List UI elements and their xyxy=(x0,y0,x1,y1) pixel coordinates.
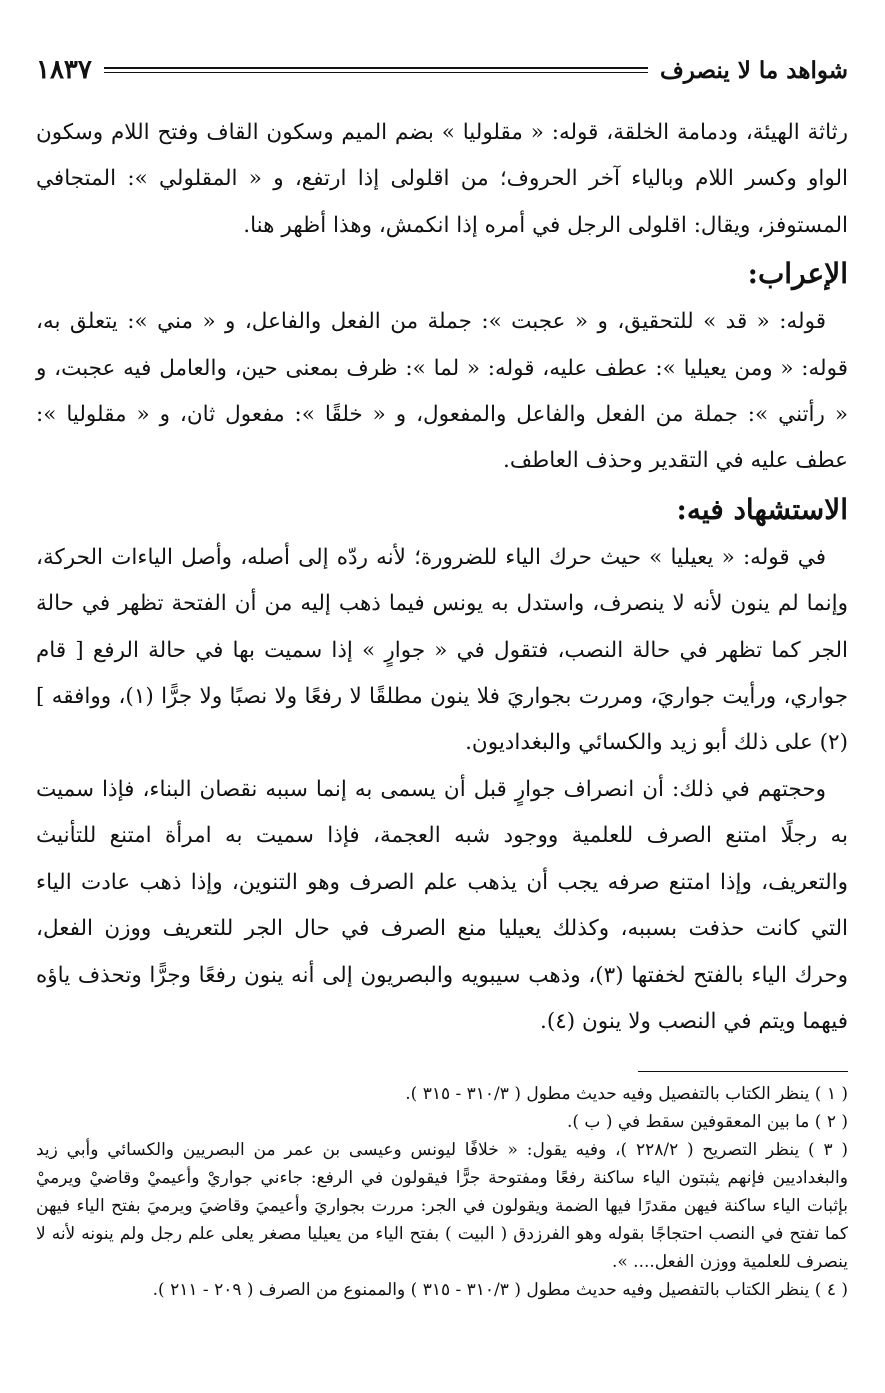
istishhad-paragraph: في قوله: « يعيليا » حيث حرك الياء للضرورة؛ لأنه ردّه إلى أصله، وأصل الياءات الحركة، وإنما لم ينون لأنه لا ينصرف، واستدل به يونس فيما ذهب إليه من أن الفتحة تظهر في حالة الجر كما تظهر في حالة النصب، فتقول في « جوارٍ » إذا سميت بها في حالة الرفع [ قام جواري، ورأيت جواريَ، ومررت بجواريَ فلا ينون مطلقًا لا رفعًا ولا نصبًا ولا جرًّا (١)، ووافقه ] (٢) على ذلك أبو زيد والكسائي والبغداديون. xyxy=(36,544,848,756)
running-header xyxy=(36,50,848,90)
hujja-paragraph: وحجتهم في ذلك: أن انصراف جوارٍ قبل أن يسمى به إنما سببه نقصان البناء، فإذا سميت به رجلًا امتنع الصرف للعلمية ووجود شبه العجمة، فإذا سميت به امرأة امتنع للتأنيث والتعريف، وإذا امتنع صرفه يجب أن يذهب علم الصرف وهو التنوين، وإذا ذهب عادت الياء التي كانت حذفت بسببه، وكذلك يعيليا منع الصرف في حال الجر للتعريف ووزن الفعل، وحرك الياء بالفتح لخفتها (٣)، وذهب سيبويه والبصريون إلى أنه ينون رفعًا وجرًّا وتحذف ياؤه فيهما ويتم في النصب ولا ينون (٤). xyxy=(36,776,848,1034)
explanation-paragraph: رثاثة الهيئة، ودمامة الخلقة، قوله: « مقلوليا » بضم الميم وسكون القاف وفتح اللام وسكون الواو وكسر اللام وبالياء آخر الحروف؛ من اقلولى إذا ارتفع، و « المقلولي »: المتجافي المستوفز، ويقال: اقلولى الرجل في أمره إذا انكمش، وهذا أظهر هنا. xyxy=(36,120,848,238)
footnote-2: ( ٢ ) ما بين المعقوفين سقط في ( ب ). xyxy=(566,1112,848,1133)
footnote-3: ( ٣ ) ينظر التصريح ( ٢٢٨/٢ )، وفيه يقول: « خلافًا ليونس وعيسى بن عمر من البصريين والكسائي وأبي زيد والبغداديين فإنهم يثبتون الياء ساكنة رفعًا ومفتوحة جرًّا فيقولون في الرفع: جاءني جواريْ وأعيميْ وقاضيْ ويرميْ بإثبات الياء ساكنة فيهن مقدرًا فيها الضمة ويقولون في الجر: مررت بجواريَ وأعيميَ وقاضيَ ويرميَ بفتح الياء فيهن كما تفتح في النصب احتجاجًا بقوله وهو الفرزدق ( البيت ) بفتح الياء من يعيليا مصغر يعلى علم رجل ولم ينونه لأنه لا ينصرف للعلمية ووزن الفعل.... ». xyxy=(36,1140,848,1273)
footnote-separator xyxy=(638,1071,848,1072)
book-page xyxy=(36,50,848,1304)
irab-paragraph: قوله: « قد » للتحقيق، و « عجبت »: جملة من الفعل والفاعل، و « مني »: يتعلق به، قوله: « ومن يعيليا »: عطف عليه، قوله: « لما »: ظرف بمعنى حين، والعامل فيه عجبت، و « رأتني »: جملة من الفعل والفاعل والمفعول، و « خلقًا »: مفعول ثان، و « مقلوليا »: عطف عليه في التقدير وحذف العاطف. xyxy=(36,309,848,474)
main-text xyxy=(36,110,848,1045)
footnote-1: ( ١ ) ينظر الكتاب بالتفصيل وفيه حديث مطول ( ٣١٠/٣ - ٣١٥ ). xyxy=(405,1084,848,1105)
footnotes xyxy=(36,1080,848,1304)
istishhad-heading: الاستشهاد فيه: xyxy=(676,492,848,526)
irab-heading: الإعراب: xyxy=(747,257,848,291)
running-title: شواهد ما لا ينصرف xyxy=(659,56,848,84)
footnote-4: ( ٤ ) ينظر الكتاب بالتفصيل وفيه حديث مطول ( ٣١٠/٣ - ٣١٥ ) والممنوع من الصرف ( ٢٠٩ - ٢١١ ). xyxy=(152,1280,848,1301)
header-rule xyxy=(104,67,648,73)
page-number: ١٨٣٧ xyxy=(36,55,92,85)
